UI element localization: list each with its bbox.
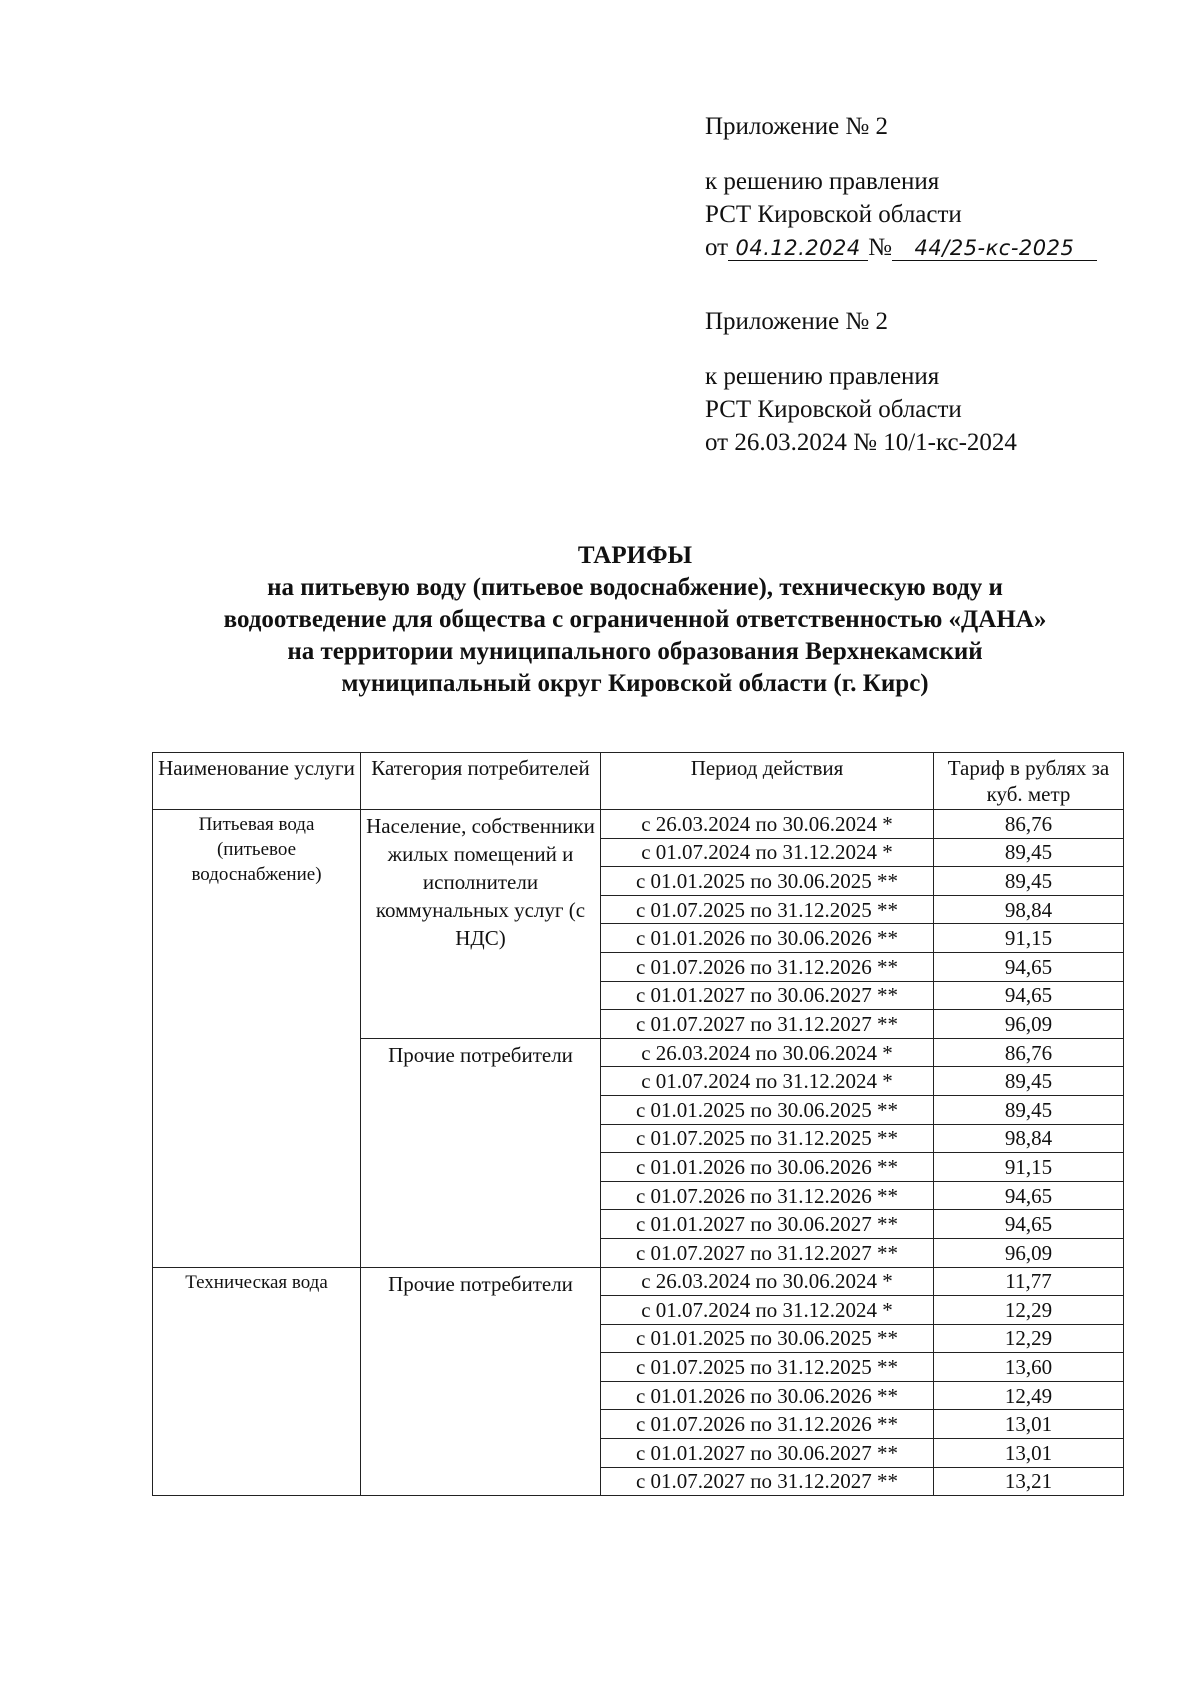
tariff-cell: 91,15 xyxy=(934,924,1124,953)
date-prefix: от xyxy=(705,234,729,261)
period-cell: с 01.01.2027 по 30.06.2027 ** xyxy=(601,1210,934,1239)
table-row xyxy=(153,810,1124,839)
period-cell: с 01.07.2025 по 31.12.2025 ** xyxy=(601,1353,934,1382)
tariff-cell: 86,76 xyxy=(934,1038,1124,1067)
category-other-technical: Прочие потребители xyxy=(361,1267,601,1496)
table-header-row xyxy=(153,753,1124,810)
number-prefix: № xyxy=(868,234,892,261)
tariff-cell: 89,45 xyxy=(934,867,1124,896)
header-category: Категория потребителей xyxy=(361,753,601,810)
tariff-cell: 89,45 xyxy=(934,838,1124,867)
tariff-cell: 13,60 xyxy=(934,1353,1124,1382)
service-drinking-water: Питьевая вода (питьевое водоснабжение) xyxy=(153,810,361,1268)
service-technical-water: Техническая вода xyxy=(153,1267,361,1496)
handwritten-date: 04.12.2024 xyxy=(728,236,868,261)
tariff-cell: 98,84 xyxy=(934,1124,1124,1153)
tariff-cell: 98,84 xyxy=(934,895,1124,924)
appendix-current-line2: РСТ Кировской области xyxy=(705,201,962,228)
tariff-cell: 94,65 xyxy=(934,1210,1124,1239)
period-cell: с 01.07.2026 по 31.12.2026 ** xyxy=(601,1410,934,1439)
appendix-previous-title: Приложение № 2 xyxy=(705,308,889,335)
tariff-cell: 96,09 xyxy=(934,1010,1124,1039)
tariff-cell: 94,65 xyxy=(934,981,1124,1010)
period-cell: с 01.07.2025 по 31.12.2025 ** xyxy=(601,1124,934,1153)
period-cell: с 01.01.2026 по 30.06.2026 ** xyxy=(601,924,934,953)
appendix-current-title: Приложение № 2 xyxy=(705,113,889,140)
period-cell: с 01.01.2026 по 30.06.2026 ** xyxy=(601,1153,934,1182)
tariff-cell: 13,01 xyxy=(934,1410,1124,1439)
title-line2: на питьевую воду (питьевое водоснабжение), техническую воду и xyxy=(267,574,1003,601)
table-row xyxy=(153,1267,1124,1296)
tariff-cell: 89,45 xyxy=(934,1067,1124,1096)
tariff-cell: 13,21 xyxy=(934,1467,1124,1496)
category-other-drinking: Прочие потребители xyxy=(361,1038,601,1267)
document-title xyxy=(60,540,1200,700)
period-cell: с 01.01.2027 по 30.06.2027 ** xyxy=(601,981,934,1010)
appendix-current-line1: к решению правления xyxy=(705,168,940,195)
period-cell: с 26.03.2024 по 30.06.2024 * xyxy=(601,1038,934,1067)
appendix-previous xyxy=(705,305,1017,459)
header-service: Наименование услуги xyxy=(153,753,361,810)
period-cell: с 01.07.2025 по 31.12.2025 ** xyxy=(601,895,934,924)
period-cell: с 26.03.2024 по 30.06.2024 * xyxy=(601,1267,934,1296)
title-line3: водоотведение для общества с ограниченной ответственностью «ДАНА» xyxy=(223,606,1047,633)
period-cell: с 01.01.2025 по 30.06.2025 ** xyxy=(601,1095,934,1124)
period-cell: с 01.07.2024 по 31.12.2024 * xyxy=(601,838,934,867)
header-period: Период действия xyxy=(601,753,934,810)
period-cell: с 01.01.2027 по 30.06.2027 ** xyxy=(601,1439,934,1468)
appendix-current-date-line xyxy=(705,231,1097,264)
tariff-cell: 86,76 xyxy=(934,810,1124,839)
tariff-cell: 13,01 xyxy=(934,1439,1124,1468)
title-line1: ТАРИФЫ xyxy=(577,542,693,569)
period-cell: с 01.07.2024 по 31.12.2024 * xyxy=(601,1067,934,1096)
period-cell: с 01.01.2026 по 30.06.2026 ** xyxy=(601,1381,934,1410)
tariff-cell: 96,09 xyxy=(934,1238,1124,1267)
tariff-cell: 89,45 xyxy=(934,1095,1124,1124)
category-population: Население, собственники жилых помещений и исполнители коммунальных услуг (с НДС) xyxy=(361,810,601,1039)
title-line5: муниципальный округ Кировской области (г. Кирс) xyxy=(341,670,929,697)
period-cell: с 01.07.2024 по 31.12.2024 * xyxy=(601,1296,934,1325)
period-cell: с 01.07.2027 по 31.12.2027 ** xyxy=(601,1238,934,1267)
tariff-cell: 91,15 xyxy=(934,1153,1124,1182)
tariff-cell: 94,65 xyxy=(934,1181,1124,1210)
tariffs-table xyxy=(152,752,1124,1496)
period-cell: с 01.07.2027 по 31.12.2027 ** xyxy=(601,1010,934,1039)
period-cell: с 01.07.2026 по 31.12.2026 ** xyxy=(601,1181,934,1210)
tariff-cell: 12,29 xyxy=(934,1296,1124,1325)
period-cell: с 01.01.2025 по 30.06.2025 ** xyxy=(601,867,934,896)
appendix-current xyxy=(705,110,1097,264)
appendix-previous-line1: к решению правления xyxy=(705,363,940,390)
appendix-previous-line2: РСТ Кировской области xyxy=(705,396,962,423)
handwritten-number: 44/25-кс-2025 xyxy=(892,236,1097,261)
tariff-cell: 12,29 xyxy=(934,1324,1124,1353)
period-cell: с 01.01.2025 по 30.06.2025 ** xyxy=(601,1324,934,1353)
title-line4: на территории муниципального образования Верхнекамский xyxy=(287,638,983,665)
tariff-cell: 12,49 xyxy=(934,1381,1124,1410)
header-tariff: Тариф в рублях за куб. метр xyxy=(934,753,1124,810)
tariff-cell: 94,65 xyxy=(934,952,1124,981)
period-cell: с 01.07.2026 по 31.12.2026 ** xyxy=(601,952,934,981)
appendix-previous-line3: от 26.03.2024 № 10/1-кс-2024 xyxy=(705,429,1017,456)
period-cell: с 01.07.2027 по 31.12.2027 ** xyxy=(601,1467,934,1496)
tariff-cell: 11,77 xyxy=(934,1267,1124,1296)
period-cell: с 26.03.2024 по 30.06.2024 * xyxy=(601,810,934,839)
